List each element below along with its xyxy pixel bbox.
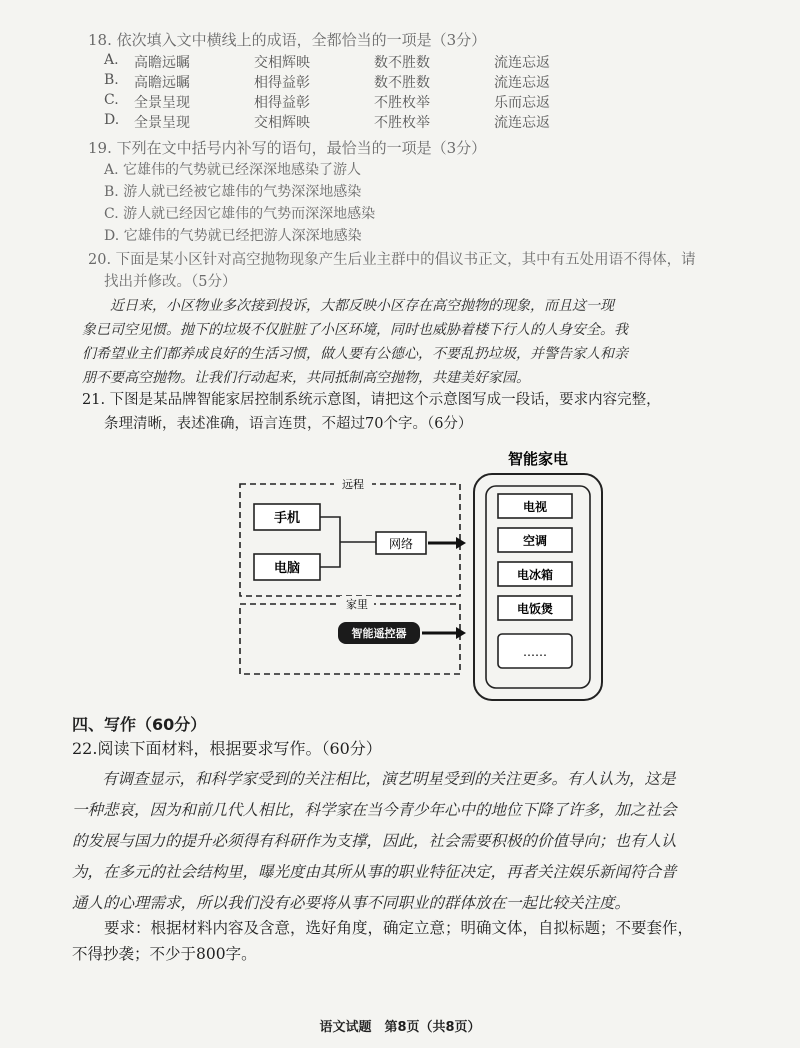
q18-option-a: A. 高瞻远瞩 交相辉映 数不胜数 流连忘返 [104,52,550,71]
q22-material-line: 为，在多元的社会结构里，曝光度由其所从事的职业特征决定，再者关注娱乐新闻符合普 [72,863,677,881]
q20-passage-line: 象已司空见惯。抛下的垃圾不仅脏脏了小区环境，同时也威胁着楼下行人的人身安全。我 [82,322,628,338]
q22-stem: 22.阅读下面材料，根据要求写作。（60分） [72,739,382,758]
q19-stem: 19. 下列在文中括号内补写的语句，最恰当的一项是（3分） [88,139,487,157]
q19-option-d: D. 它雄伟的气势就已经把游人深深地感染 [104,228,362,244]
q22-material-line: 的发展与国力的提升必须得有科研作为支撑，因此，社会需要积极的价值导向；也有人认 [72,832,677,850]
q18-stem: 18. 依次填入文中横线上的成语，全都恰当的一项是（3分） [88,31,487,49]
q18-option-b: B. 高瞻远瞩 相得益彰 数不胜数 流连忘返 [104,72,550,91]
q18-options [104,52,614,132]
appliance-ac-label: 空调 [522,534,548,548]
q19-option-a: A. 它雄伟的气势就已经深深地感染了游人 [104,162,362,178]
q22-material [72,764,772,919]
q20-passage [82,294,722,390]
appliance-cooker-label: 电饭煲 [516,602,554,616]
q20-passage-line: 近日来，小区物业多次接到投诉，大都反映小区存在高空抛物的现象，而且这一现 [110,298,614,314]
q21-stem-line2: 条理清晰，表述准确，语言连贯，不超过70个字。（6分） [104,416,473,432]
home-label: 家里 [346,598,368,611]
q20-passage-line: 们希望业主们都养成良好的生活习惯，做人要有公德心，不要乱扔垃圾，并警告家人和亲 [82,346,628,362]
remote-control-label: 智能遥控器 [351,627,407,640]
page-footer: 语文试题 第8页（共8页） [319,1020,481,1035]
remote-label: 远程 [342,478,364,491]
q20-stem-line1: 20. 下面是某小区针对高空抛物现象产生后业主群中的倡议书正文，其中有五处用语不得体，请 [88,252,696,268]
q22-material-line: 有调查显示，和科学家受到的关注相比，演艺明星受到的关注更多。有人认为，这是 [102,770,676,788]
q22-requirement-line2: 不得抄袭；不少于800字。 [72,945,257,963]
q18-option-d: D. 全景呈现 交相辉映 不胜枚举 流连忘返 [104,112,550,131]
phone-label: 手机 [273,511,301,526]
network-arrow-head [456,537,466,549]
appliance-more-label: …… [523,645,547,659]
remote-arrow-head [456,627,466,639]
q20-stem-line2: 找出并修改。（5分） [104,274,237,290]
computer-label: 电脑 [273,561,301,576]
q20-passage-line: 朋不要高空抛物。让我们行动起来，共同抵制高空抛物，共建美好家园。 [82,370,530,386]
q19-option-c: C. 游人就已经因它雄伟的气势而深深地感染 [104,206,376,222]
diagram-title: 智能家电 [507,450,569,468]
q22-requirement-line1: 要求：根据材料内容及含意，选好角度，确定立意；明确文体，自拟标题；不要套作， [104,919,694,937]
q19-option-b: B. 游人就已经被它雄伟的气势深深地感染 [104,184,362,200]
connector-bracket [320,517,340,567]
q21-stem-line1: 21. 下图是某品牌智能家居控制系统示意图，请把这个示意图写成一段话，要求内容完整， [82,392,661,408]
q18-option-c: C. 全景呈现 相得益彰 不胜枚举 乐而忘返 [104,92,550,111]
appliance-fridge-label: 电冰箱 [516,568,554,582]
network-label: 网络 [388,537,414,551]
smart-home-diagram [230,442,610,704]
q22-material-line: 一种悲哀，因为和前几代人相比，科学家在当今青少年心中的地位下降了许多，加之社会 [72,801,677,819]
appliance-tv-label: 电视 [522,500,548,514]
q22-material-line: 通人的心理需求，所以我们没有必要将从事不同职业的群体放在一起比较关注度。 [72,894,631,912]
section-4-heading: 四、写作（60分） [72,715,207,734]
